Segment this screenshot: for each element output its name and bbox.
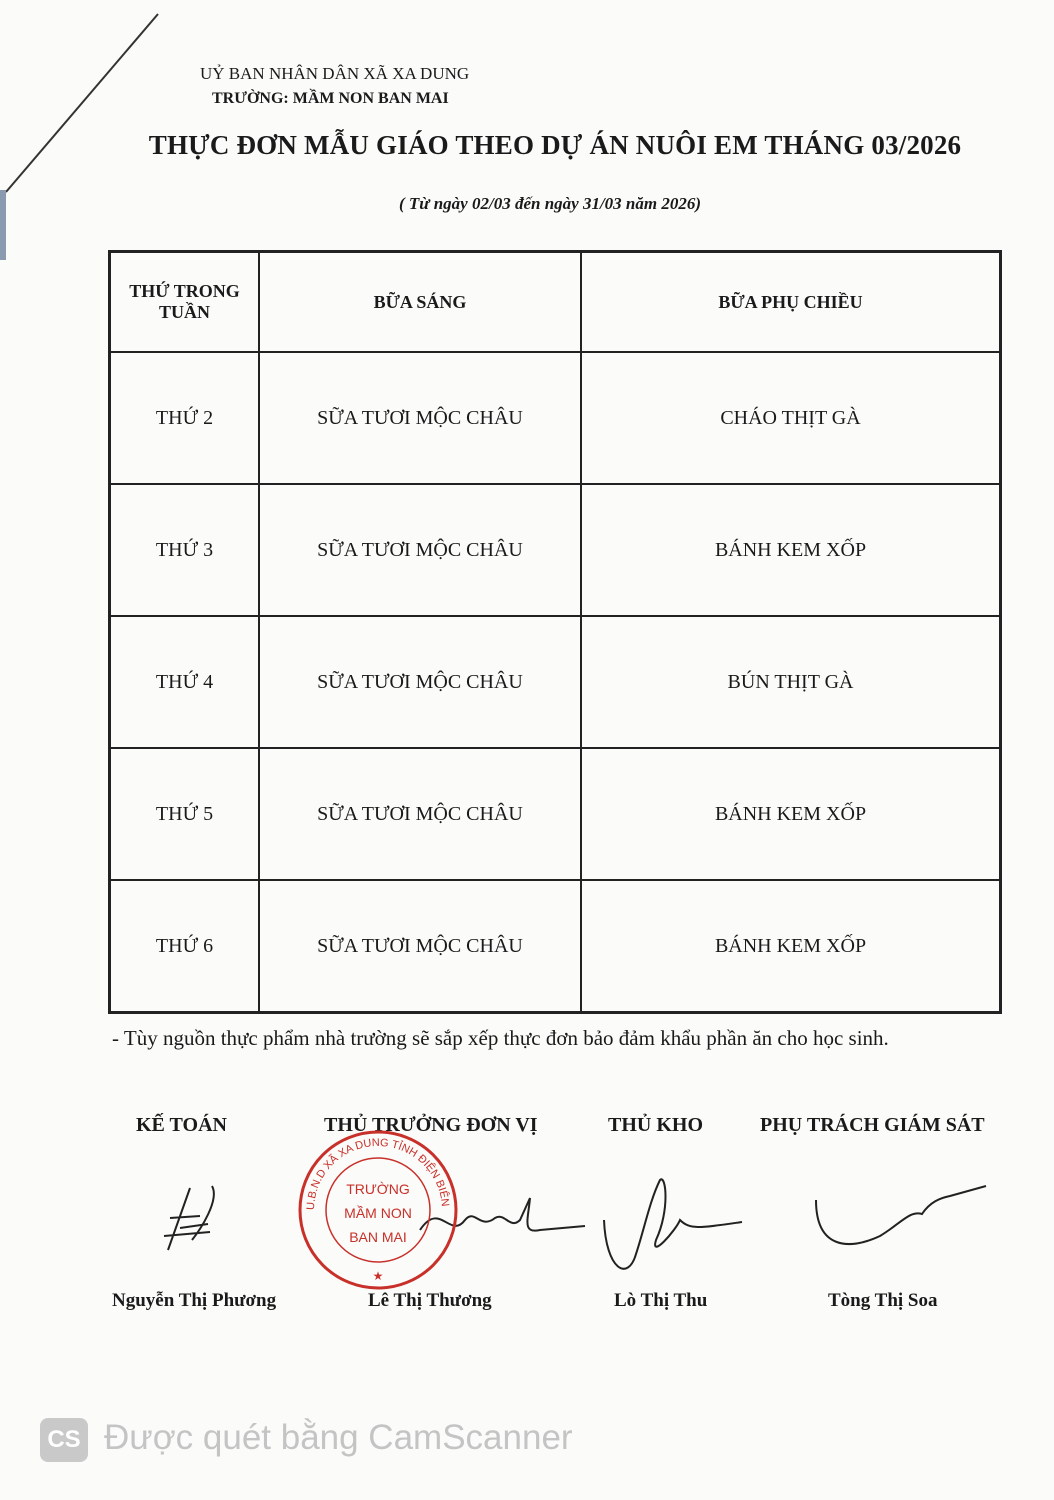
stamp-line1: TRƯỜNG bbox=[346, 1181, 410, 1197]
col-header-day: THỨ TRONG TUẦN bbox=[110, 252, 260, 353]
breakfast-cell: SỮA TƯƠI MỘC CHÂU bbox=[259, 748, 581, 880]
breakfast-cell: SỮA TƯƠI MỘC CHÂU bbox=[259, 352, 581, 484]
signature-title-head: THỦ TRƯỞNG ĐƠN VỊ bbox=[324, 1114, 538, 1136]
breakfast-cell: SỮA TƯƠI MỘC CHÂU bbox=[259, 880, 581, 1013]
afternoon-cell: BÁNH KEM XỐP bbox=[581, 484, 1001, 616]
stamp-star-icon: ★ bbox=[372, 1269, 384, 1283]
afternoon-cell: BÁNH KEM XỐP bbox=[581, 748, 1001, 880]
table-row bbox=[110, 616, 1001, 748]
signer-name-accountant: Nguyễn Thị Phương bbox=[112, 1290, 277, 1311]
authority-name: UỶ BAN NHÂN DÂN XÃ XA DUNG bbox=[200, 64, 470, 83]
camscanner-watermark: Được quét bằng CamScanner bbox=[104, 1418, 573, 1457]
signer-name-storekeeper: Lò Thị Thu bbox=[614, 1290, 708, 1311]
table-row bbox=[110, 880, 1001, 1013]
day-cell: THỨ 2 bbox=[110, 352, 260, 484]
signature-title-accountant: KẾ TOÁN bbox=[136, 1114, 227, 1136]
document-title: THỰC ĐƠN MẪU GIÁO THEO DỰ ÁN NUÔI EM THÁNG 03/2026 bbox=[148, 130, 962, 160]
signer-name-head: Lê Thị Thương bbox=[368, 1290, 492, 1311]
breakfast-cell: SỮA TƯƠI MỘC CHÂU bbox=[259, 616, 581, 748]
day-cell: THỨ 4 bbox=[110, 616, 260, 748]
stamp-ring-text: U.B.N.D XÃ XA DUNG TỈNH ĐIỆN BIÊN bbox=[304, 1136, 451, 1211]
table-row bbox=[110, 484, 1001, 616]
stamp-line2: MẦM NON bbox=[344, 1205, 412, 1221]
table-header-row bbox=[110, 252, 1001, 353]
menu-table bbox=[108, 250, 1002, 1014]
day-cell: THỨ 5 bbox=[110, 748, 260, 880]
signature-title-storekeeper: THỦ KHO bbox=[608, 1114, 704, 1136]
afternoon-cell: BÚN THỊT GÀ bbox=[581, 616, 1001, 748]
signer-name-supervisor: Tòng Thị Soa bbox=[828, 1290, 938, 1311]
breakfast-cell: SỮA TƯƠI MỘC CHÂU bbox=[259, 484, 581, 616]
col-header-afternoon: BỮA PHỤ CHIỀU bbox=[581, 252, 1001, 353]
day-cell: THỨ 3 bbox=[110, 484, 260, 616]
signature-storekeeper-icon bbox=[600, 1170, 750, 1285]
school-name: TRƯỜNG: MẦM NON BAN MAI bbox=[212, 90, 449, 107]
official-stamp-icon bbox=[296, 1128, 460, 1292]
signature-supervisor-icon bbox=[810, 1180, 990, 1260]
table-row bbox=[110, 748, 1001, 880]
col-header-breakfast: BỮA SÁNG bbox=[259, 252, 581, 353]
afternoon-cell: CHÁO THỊT GÀ bbox=[581, 352, 1001, 484]
table-row bbox=[110, 352, 1001, 484]
afternoon-cell: BÁNH KEM XỐP bbox=[581, 880, 1001, 1013]
date-range: ( Từ ngày 02/03 đến ngày 31/03 năm 2026) bbox=[398, 194, 701, 213]
note-text: - Tùy nguồn thực phẩm nhà trường sẽ sắp xếp thực đơn bảo đảm khẩu phần ăn cho học sinh. bbox=[112, 1026, 889, 1050]
stamp-line3: BAN MAI bbox=[349, 1229, 407, 1245]
day-cell: THỨ 6 bbox=[110, 880, 260, 1013]
signature-title-supervisor: PHỤ TRÁCH GIÁM SÁT bbox=[760, 1114, 985, 1136]
camscanner-logo: CS bbox=[40, 1418, 88, 1462]
signature-accountant-icon bbox=[150, 1180, 230, 1260]
